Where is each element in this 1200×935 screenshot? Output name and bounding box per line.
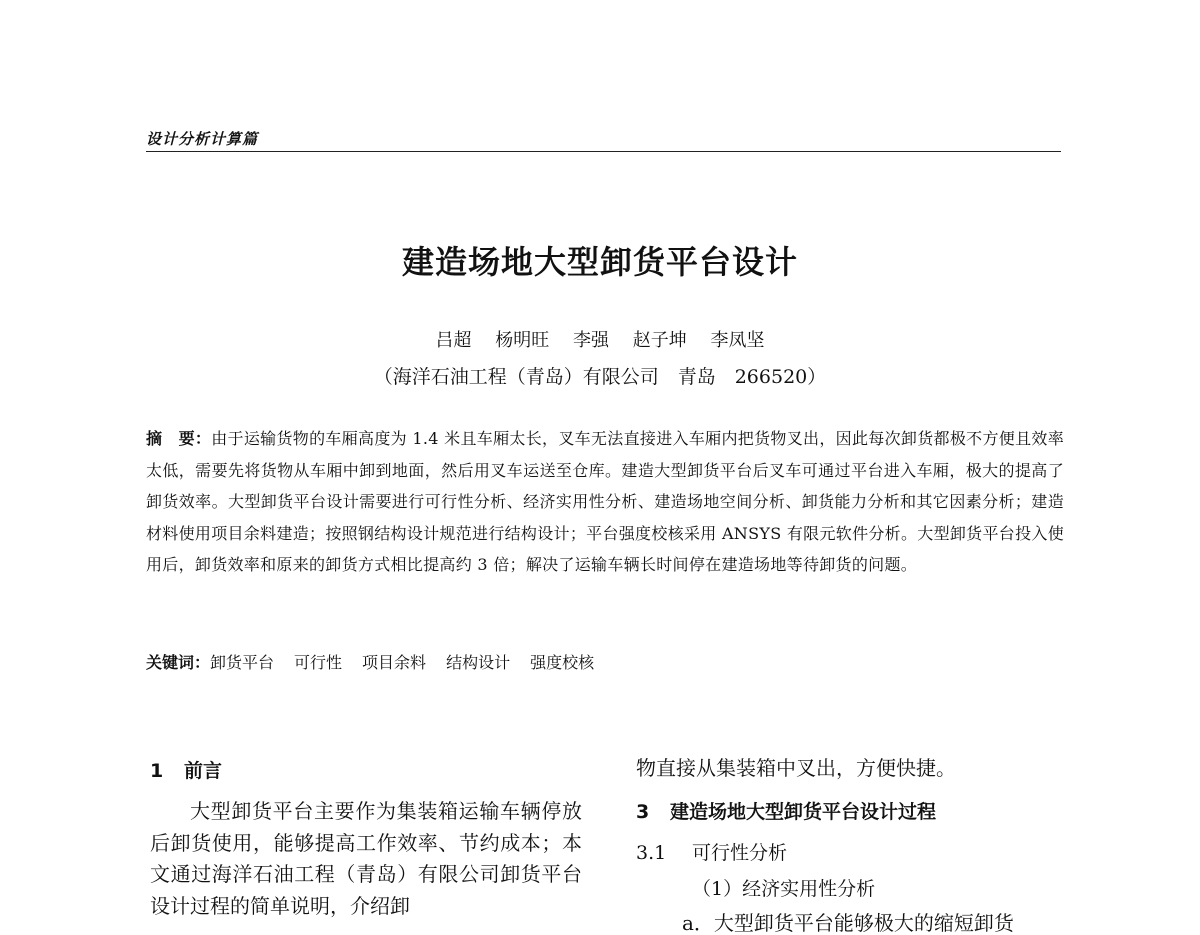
item-heading: （1）经济实用性分析 [692,878,876,900]
keyword: 卸货平台 [210,653,275,672]
left-column [150,752,582,922]
keyword: 项目余料 [362,653,427,672]
running-header: 设计分析计算篇 [146,130,259,148]
section-title: 前言 [184,760,223,782]
section-heading [150,752,582,790]
author: 李凤坚 [710,330,765,351]
paper-title: 建造场地大型卸货平台设计 [401,243,798,281]
keywords [146,647,1064,678]
keyword: 结构设计 [446,653,511,672]
section-paragraph: 大型卸货平台主要作为集装箱运输车辆停放后卸货使用，能够提高工作效率、节约成本；本文通过海洋石油工程（青岛）有限公司卸货平台设计过程的简单说明，介绍卸 [150,799,582,918]
subsection-heading [636,836,1066,872]
keyword: 可行性 [294,653,343,672]
abstract [146,423,1064,581]
author: 赵子坤 [632,330,687,351]
subsection-number: 3.1 [636,842,667,864]
keywords-label: 关键词： [146,653,211,672]
item-text: a．大型卸货平台能够极大的缩短卸货 [682,911,1014,935]
abstract-text: 由于运输货物的车厢高度为 1.4 米且车厢太长，叉车无法直接进入车厢内把货物叉出，因此每次卸货都极不方便且效率太低，需要先将货物从车厢中卸到地面，然后用叉车运送至仓库。建造大型卸货平台后叉车可通过平台进入车厢，极大的提高了卸货效率。大型卸货平台设计需要进行可行性分析、经济实用性分析、建造场地空间分析、卸货能力分析和其它因素分析；建造材料使用项目余料建造；按照钢结构设计规范进行结构设计；平台强度校核采用 ANSYS 有限元软件分析。大型卸货平台投入使用后，卸货效率和原来的卸货方式相比提高约 3 倍；解决了运输车辆长时间停在建造场地等待卸货的问题。 [146,429,1064,574]
paragraph-continuation: 物直接从集装箱中叉出，方便快捷。 [636,756,956,780]
section-heading [636,792,1066,836]
author-list [0,326,1200,352]
subsection-title: 可行性分析 [692,842,788,864]
section-number: 1 [150,760,164,782]
author: 李强 [573,330,609,351]
keyword: 强度校核 [530,653,595,672]
right-column [636,752,1066,935]
author: 吕超 [435,330,472,351]
affiliation: （海洋石油工程（青岛）有限公司 青岛 266520） [373,366,827,388]
section-title: 建造场地大型卸货平台设计过程 [670,801,937,823]
section-number: 3 [636,801,650,823]
abstract-label: 摘 要： [146,429,212,448]
author: 杨明旺 [495,330,550,351]
header-rule [146,151,1061,152]
